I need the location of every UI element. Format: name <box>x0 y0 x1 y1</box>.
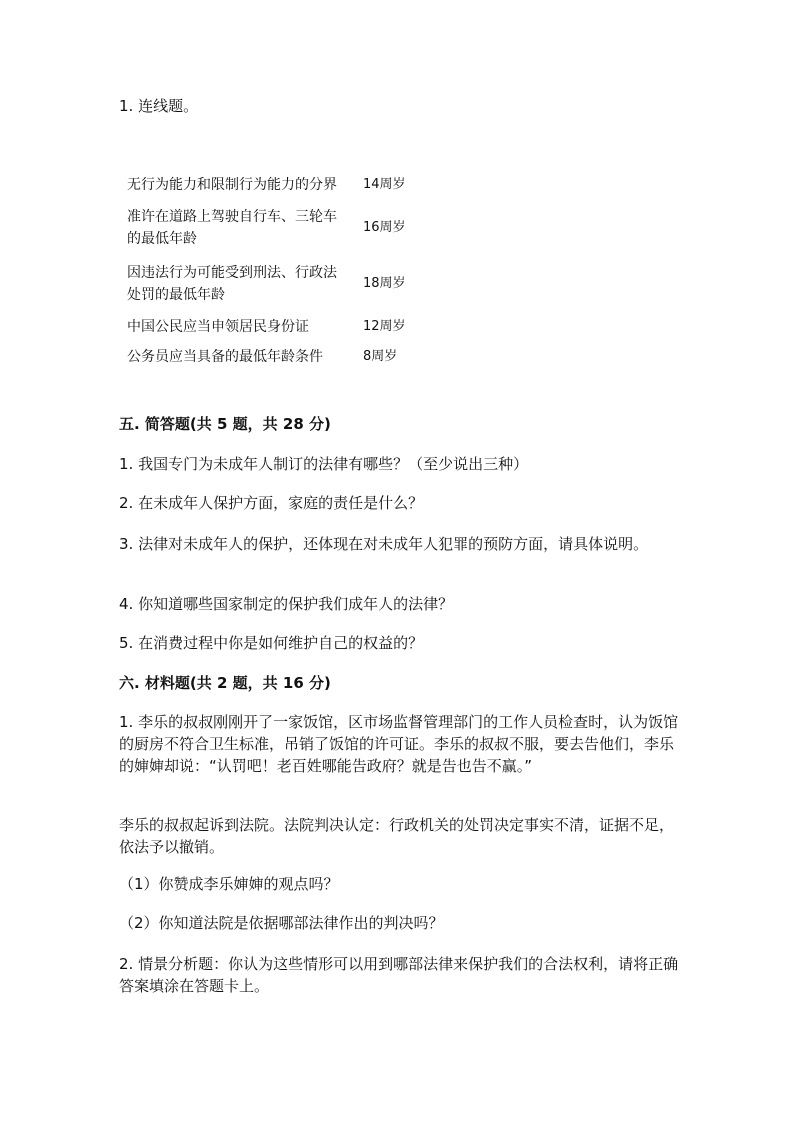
match-row <box>127 174 406 196</box>
material-paragraph: 李乐的叔叔起诉到法院。法院判决认定：行政机关的处罚决定事实不清，证据不足，依法予以撤销。 <box>119 816 675 856</box>
match-left-item: 无行为能力和限制行为能力的分界 <box>127 177 337 193</box>
section-5-heading: 五. 简答题(共 5 题，共 28 分) <box>119 415 331 433</box>
section-5-question: 1. 我国专门为未成年人制订的法律有哪些？（至少说出三种） <box>119 455 529 473</box>
match-right-item: 16周岁 <box>363 220 406 235</box>
sub-question: （2）你知道法院是依据哪部法律作出的判决吗？ <box>119 914 444 932</box>
section-5-question: 2. 在未成年人保护方面，家庭的责任是什么？ <box>119 494 424 512</box>
match-left-item: 中国公民应当申领居民身份证 <box>127 319 309 335</box>
match-left-item: 公务员应当具备的最低年龄条件 <box>127 349 323 365</box>
match-row <box>127 262 406 306</box>
section-5-question: 4. 你知道哪些国家制定的保护我们成年人的法律？ <box>119 595 454 613</box>
match-left-item: 准许在道路上驾驶自行车、三轮车的最低年龄 <box>127 209 337 247</box>
match-row <box>127 316 406 338</box>
material-question-2: 2. 情景分析题：你认为这些情形可以用到哪部法律来保护我们的合法权利，请将正确答案填涂在答题卡上。 <box>119 955 679 995</box>
section-5-question: 3. 法律对未成年人的保护，还体现在对未成年人犯罪的预防方面，请具体说明。 <box>119 535 649 553</box>
match-right-item: 12周岁 <box>363 319 406 334</box>
match-right-item: 8周岁 <box>363 349 398 364</box>
match-left-item: 因违法行为可能受到刑法、行政法处罚的最低年龄 <box>127 265 337 303</box>
material-question-1: 1. 李乐的叔叔刚刚开了一家饭馆，区市场监督管理部门的工作人员检查时，认为饭馆的厨房不符合卫生标准，吊销了饭馆的许可证。李乐的叔叔不服，要去告他们，李乐的婶婶却说：“认罚吧！老百姓哪能告政府？就是告也告不赢。” <box>119 713 679 775</box>
match-right-item: 18周岁 <box>363 276 406 291</box>
question-1-label: 1. 连线题。 <box>119 97 199 115</box>
sub-question: （1）你赞成李乐婶婶的观点吗？ <box>119 875 339 893</box>
match-row <box>127 346 397 368</box>
section-6-heading: 六. 材料题(共 2 题，共 16 分) <box>119 674 331 692</box>
match-right-item: 14周岁 <box>363 177 406 192</box>
match-row <box>127 206 406 250</box>
section-5-question: 5. 在消费过程中你是如何维护自己的权益的？ <box>119 634 424 652</box>
